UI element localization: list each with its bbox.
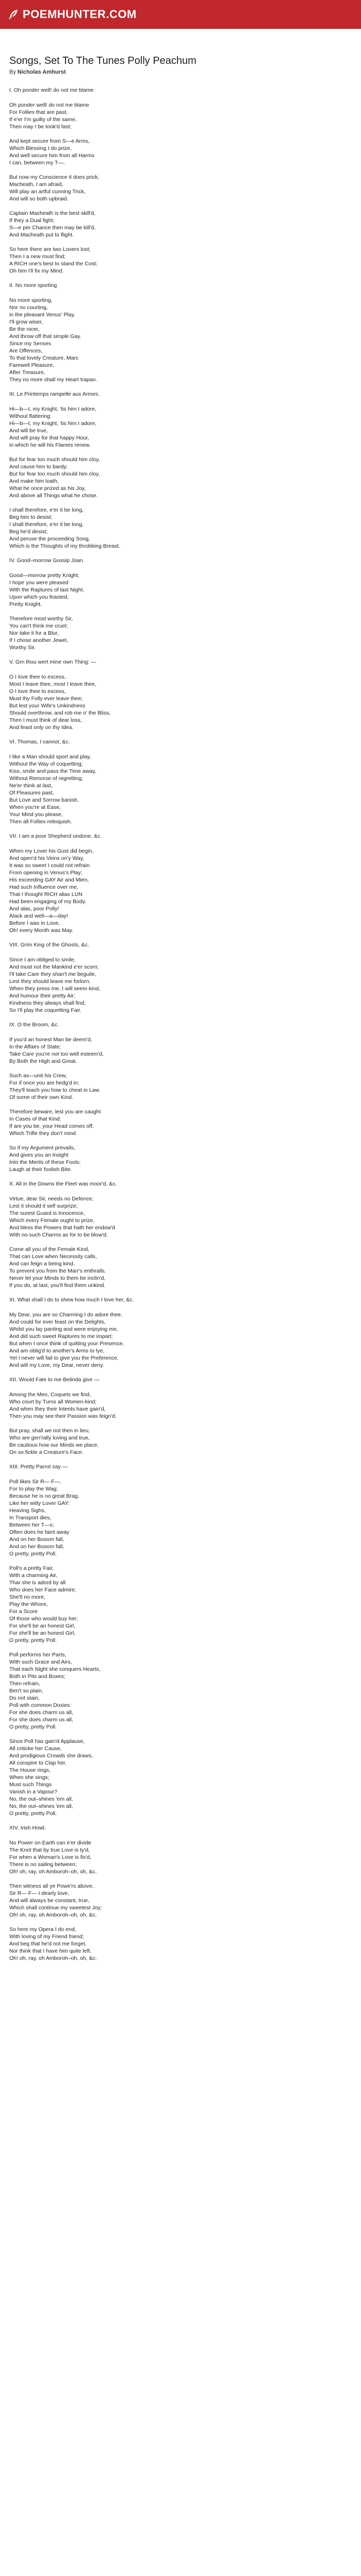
section-heading: X. All in the Downs the Fleet was moor'd, &c.	[9, 1181, 117, 1187]
poem-line: After Treasure,	[9, 369, 45, 376]
poem-line: But pray, shall we not then in lieu,	[9, 1428, 90, 1434]
stanza	[9, 1651, 352, 1731]
poem-section	[9, 282, 352, 383]
poem-line: Should overthrow, and rob me o' the Bliss,	[9, 710, 111, 716]
poem-line: So I'll play the coquetting Fair.	[9, 1007, 81, 1013]
stanza	[9, 1144, 352, 1173]
poem-body	[9, 87, 352, 1962]
poem-line: Nor no courting,	[9, 304, 48, 311]
poem-line: Lest they should leave me forlorn.	[9, 978, 91, 985]
poem-line: With a charming Air,	[9, 1572, 58, 1579]
feather-icon	[7, 8, 20, 21]
poem-line: Beg him to desist;	[9, 514, 53, 520]
poem-line: Pretty Knight.	[9, 601, 42, 607]
poem-line: When she sings;	[9, 1774, 50, 1781]
section-heading: IV. Good–morrow Gossip Joan.	[9, 557, 85, 564]
stanza	[9, 1427, 352, 1456]
poem-line: No, the out–shines 'em all,	[9, 1803, 73, 1809]
poem-line: For she'll be an honest Girl,	[9, 1630, 76, 1636]
poem-section	[9, 1021, 352, 1173]
poem-line: They'll teach you how to cheat in Law.	[9, 1087, 101, 1093]
poem-line: And am oblig'd to another's Arms to lye,	[9, 1348, 105, 1354]
poem-line: If I chose another Jewel,	[9, 637, 68, 643]
poem-line: in which he will his Flames renew.	[9, 442, 91, 448]
poem-line: That I thought RICH alias LUN	[9, 891, 83, 897]
section-heading: IX. O the Broom, &c.	[9, 1022, 59, 1028]
poem-line: And bless the Powers that hath her endow'd	[9, 1225, 116, 1231]
stanza	[9, 1246, 352, 1289]
poem-line: And throw off that simple Gay.	[9, 333, 81, 340]
stanza	[9, 1565, 352, 1644]
poem-line: Lest it should it self surprize;	[9, 1203, 78, 1209]
poem-line: What he once prized as his Joy,	[9, 485, 86, 492]
poem-line: Poll likes Sir R— F—,	[9, 1479, 61, 1485]
poem-line: Between her T—s;	[9, 1522, 54, 1528]
section-heading: XII. Would Fate to me Belinda give —	[9, 1377, 100, 1383]
poem-line: And make him loath,	[9, 478, 59, 484]
poem-line: And cause him to bardy;	[9, 464, 68, 470]
section-heading: XIV. Irish Howl.	[9, 1825, 46, 1831]
poem-line: Ne'er think at last,	[9, 783, 53, 789]
poem-line: When my Lover his Gust did begin,	[9, 848, 94, 854]
poem-line: Who does her Face admire;	[9, 1587, 76, 1593]
poem-line: Alack and well—a—day!	[9, 913, 68, 919]
poem-line: In Cases of that Kind:	[9, 1116, 61, 1122]
poem-line: Heaving Sighs,	[9, 1507, 46, 1514]
poem-line: The House rings,	[9, 1767, 51, 1773]
poem-line: Be cautious how our Minds we place,	[9, 1442, 99, 1448]
poem-line: But when I once think of quitting your Presence,	[9, 1341, 124, 1347]
stanza	[9, 1195, 352, 1239]
poem-line: I like a Man should sport and play,	[9, 754, 91, 760]
poem-line: And will my Love, my Dear, never deny.	[9, 1362, 104, 1368]
poem-line: For when a Woman's Love is fix'd,	[9, 1854, 92, 1860]
poem-line: You can't think me cruel;	[9, 623, 68, 629]
stanza	[9, 1036, 352, 1065]
stanza	[9, 1839, 352, 1875]
section-heading: III. Le Printemps rampelle aux Armes.	[9, 391, 100, 397]
poem-line: When you're at Ease,	[9, 804, 61, 810]
poem-line: If you'd an honest Man be deem'd,	[9, 1037, 92, 1043]
poem-line: For to play the Wag;	[9, 1486, 58, 1492]
poem-line: O I love thee to excess,	[9, 688, 66, 694]
stanza	[9, 405, 352, 449]
poem-line: Therefore beware, lest you are caught	[9, 1109, 101, 1115]
poem-line: For if once you are hedg'd in;	[9, 1080, 79, 1086]
poem-section	[9, 1376, 352, 1456]
poem-line: I'll grow wiser,	[9, 319, 43, 325]
poem-section	[9, 1463, 352, 1817]
poem-line: And will so both upbraid.	[9, 196, 69, 202]
poem-line: And on her Bosom fall,	[9, 1536, 64, 1543]
stanza	[9, 174, 352, 202]
poem-line: Hi—b—t, my Knight, 'tis him I adore,	[9, 420, 96, 427]
author-name[interactable]: Nicholas Amhurst	[17, 69, 66, 75]
poem-line: A RICH one's best to stand the Cost;	[9, 261, 97, 267]
stanza	[9, 673, 352, 731]
poem-line: Such as—unit his Crew,	[9, 1073, 67, 1079]
poem-line: And must not the Mankind e'er scorn;	[9, 964, 99, 970]
poem-section	[9, 87, 352, 275]
poem-line: I hope you were pleased	[9, 580, 69, 586]
stanza	[9, 297, 352, 383]
poem-line: Beg he'd desist;	[9, 529, 48, 535]
poem-line: O I love thee to excess,	[9, 674, 66, 680]
poem-line: All criticke her Cause,	[9, 1745, 62, 1752]
poem-line: Will play an artful cunning Trick,	[9, 189, 86, 195]
poem-line: Since Poll has gain'd Applause,	[9, 1738, 85, 1744]
poem-line: So if my Argument prevails,	[9, 1145, 75, 1151]
poem-section	[9, 833, 352, 934]
section-heading: I. Oh ponder well! do not me blame	[9, 87, 94, 93]
poem-line: I'll take Care they shan't me beguile,	[9, 971, 96, 977]
poem-line: There is no sailing between;	[9, 1861, 77, 1868]
poem-line: Then all Follies relinquish.	[9, 819, 72, 825]
poem-line: And gives you an Insight	[9, 1152, 69, 1158]
section-heading: VI. Thomas, I cannot, &c.	[9, 739, 70, 745]
poem-line: Poll performs her Parts,	[9, 1652, 67, 1658]
poem-line: With such Grace and Airs,	[9, 1659, 72, 1665]
poem-line: No, the out–shines 'em all,	[9, 1796, 73, 1802]
poem-line: Which shall continue my sweetest Joy;	[9, 1905, 102, 1911]
poem-line: Which Blessing I do prize,	[9, 145, 72, 151]
poem-line: Take Care you're not too well esteem'd,	[9, 1051, 104, 1057]
stanza	[9, 1108, 352, 1137]
poem-line: She'll no more,	[9, 1594, 45, 1600]
poem-line: That can Love when Necessity calls,	[9, 1253, 97, 1260]
poem-line: Poll's a pretty Fair,	[9, 1565, 54, 1571]
poem-line: Do not stain,	[9, 1695, 40, 1701]
poem-line: And beg that he'd not me forget,	[9, 1941, 87, 1947]
stanza	[9, 1478, 352, 1557]
poem-line: Most I leave thee, most I leave thee,	[9, 681, 96, 687]
poem-line: And did such sweet Raptures to me impart;	[9, 1333, 113, 1340]
poem-title: Songs, Set To The Tunes Polly Peachum	[9, 55, 196, 66]
poem-line: Thar she is adord by all	[9, 1580, 66, 1586]
poem-line: Oh! oh, ray, oh Amboroh–oh, oh, &c.	[9, 1912, 97, 1918]
poem-line: Without Remorse of regretting;	[9, 775, 83, 782]
poem-line: They no more shall my Heart trapan.	[9, 377, 97, 383]
poem-line: Oh ponder well! do not me blame	[9, 102, 89, 108]
poem-line: Then may I be took'd fast;	[9, 124, 72, 130]
poem-line: And when they their Intents have gain'd,	[9, 1406, 106, 1412]
poem-line: Yet I never will fail to give you the Preference,	[9, 1355, 119, 1361]
poem-line: Before I was in Love,	[9, 920, 60, 926]
poem-line: And will pray for that happy Hour,	[9, 435, 89, 441]
poem-line: Who are gen'rally loving and true,	[9, 1435, 90, 1441]
poem-line: Worthy Sir.	[9, 645, 36, 651]
poem-line: With the Raptures of last Night,	[9, 587, 85, 593]
poem-line: Of those who would buy her;	[9, 1616, 78, 1622]
poem-line: Are Offences,	[9, 348, 43, 354]
poem-line: To that lovely Creature, Marc	[9, 355, 79, 361]
poem-line: If you do, at last, you'll find them unkind.	[9, 1282, 106, 1289]
stanza	[9, 572, 352, 608]
stanza	[9, 210, 352, 239]
stanza	[9, 1738, 352, 1817]
poem-line: Which is the Thoughts of my throbbing Breast.	[9, 543, 121, 549]
poem-line: But lest your Wife's Unkindness	[9, 703, 86, 709]
poem-line: Good—morrow pretty Knight,	[9, 572, 79, 579]
poem-line: No more sporting,	[9, 297, 53, 303]
poem-line: Both in Pits and Boxes;	[9, 1673, 65, 1680]
poem-line: Since I am obliged to smile,	[9, 957, 76, 963]
poem-line: Come all you of the Female Kind,	[9, 1246, 90, 1252]
poem-line: Hi—b—t, my Knight, 'tis him I adore,	[9, 406, 96, 412]
poem-line: The surest Guard is Innocence,	[9, 1210, 85, 1216]
site-logo[interactable]	[7, 8, 137, 21]
poem-line: The Knot that by true Love is ty'd,	[9, 1847, 90, 1853]
stanza	[9, 848, 352, 934]
poem-line: Nor think that I have him quite left.	[9, 1948, 92, 1954]
poem-line: It was so sweet I could not refrain	[9, 862, 90, 869]
poem-line: O pretty, pretty Poll.	[9, 1724, 57, 1730]
section-heading: V. Grn thou wert mine own Thing: —	[9, 659, 96, 665]
poem-line: Sir R— F— I dearly love,	[9, 1890, 70, 1896]
poem-line: Then I must think of dear loss,	[9, 717, 82, 723]
poem-line: Of Pleasures past,	[9, 790, 54, 796]
poem-line: Macheath, I am afraid,	[9, 181, 63, 188]
stanza	[9, 506, 352, 550]
poem-line: And could for ever feast on the Delights,	[9, 1319, 106, 1325]
poem-line: So here my Opera I do end,	[9, 1926, 76, 1933]
poem-line: Who court by Turns all Women-kind;	[9, 1399, 97, 1405]
section-heading: XI. What shall I do to shew how much I love her, &c.	[9, 1297, 134, 1303]
poem-section	[9, 738, 352, 825]
poem-line: Which every Female ought to prize,	[9, 1217, 95, 1224]
poem-line: From opening in Venus's Play;	[9, 870, 83, 876]
poem-line: Had been engaging of my Body.	[9, 899, 87, 905]
poem-line: With loving of my Friend friend;	[9, 1934, 84, 1940]
poem-line: Without the Way of coquetting;	[9, 761, 83, 767]
poem-section	[9, 1180, 352, 1289]
poem-line: Play the Whore,	[9, 1601, 48, 1607]
poem-line: His exceeding GAY Air and Mien,	[9, 877, 89, 883]
poem-line: In Transport dies,	[9, 1515, 52, 1521]
poem-line: Your Mind you please,	[9, 811, 63, 818]
poem-line: By Both the High and Great.	[9, 1058, 77, 1064]
poem-line: My Dear, you are so Charming I do adore thee,	[9, 1312, 122, 1318]
poem-line: And Macheath put to flight.	[9, 232, 74, 238]
poem-line: On so fickle a Creature's Face.	[9, 1449, 84, 1455]
poem-line: And alas, poor Polly!	[9, 906, 59, 912]
poem-line: That each Night she conquers Hearts,	[9, 1666, 101, 1672]
poem-line: For a Score	[9, 1608, 38, 1615]
poem-line: For she'll be an honest Girl,	[9, 1623, 76, 1629]
stanza	[9, 956, 352, 1014]
poem-line: in the pleasant Venus' Play.	[9, 312, 75, 318]
stanza	[9, 1391, 352, 1420]
poem-line: But Love and Sorrow banish.	[9, 797, 79, 803]
poem-line: Without flattering:	[9, 413, 52, 419]
poem-line: And above all Things what he chose.	[9, 493, 98, 499]
poem-line: Poll with common Doxies:	[9, 1702, 72, 1708]
poem-line: For she does charm us all,	[9, 1717, 73, 1723]
stanza	[9, 1926, 352, 1962]
site-header	[0, 0, 361, 29]
poem-line: Virtue, dear Sir, needs no Defence,	[9, 1196, 94, 1202]
poem-section	[9, 1296, 352, 1369]
poem-line: But for fear too much should him cloy,	[9, 471, 100, 477]
poem-line: Nor take it for a Blur,	[9, 630, 59, 636]
poem-line: Then witness all ye Powe'rs above,	[9, 1883, 94, 1889]
poem-line: Which Trifle they don't mind.	[9, 1130, 77, 1137]
poem-line: Oh! every Month was May.	[9, 927, 74, 934]
main-content	[0, 29, 361, 2576]
poem-line: Be the nicer,	[9, 326, 40, 332]
poem-section	[9, 557, 352, 651]
section-heading: II. No more sporting	[9, 282, 57, 289]
poem-line: Because he is no great Brag,	[9, 1493, 79, 1499]
poem-line: Vanish in a Vapour?	[9, 1789, 58, 1795]
poem-section	[9, 941, 352, 1014]
section-heading: VII. I am a poor Shepherd undone, &c.	[9, 833, 102, 839]
poem-line: If are you be, your Head comes off,	[9, 1123, 94, 1129]
poem-line: Upon which you feasted,	[9, 594, 69, 600]
poem-line: Captain Macheath is the best skill'd,	[9, 210, 96, 216]
poem-line: Oh him I'll fix my Mind.	[9, 268, 64, 274]
poem-line: Kiss, smile and pass the Time away,	[9, 768, 96, 774]
poem-section	[9, 658, 352, 731]
poem-line: When they press me, I will seem kind,	[9, 986, 101, 992]
section-heading: VIII. Grim King of the Ghosts, &c.	[9, 942, 89, 948]
poem-line: Ben't so plain,	[9, 1688, 43, 1694]
poem-line: Like her witty Lover GAY:	[9, 1500, 70, 1506]
poem-line: And peruse the proceeding Song,	[9, 536, 90, 542]
poem-line: In the Affairs of State;	[9, 1044, 61, 1050]
poem-line: And humour their pretty Air;	[9, 993, 75, 999]
stanza	[9, 101, 352, 130]
stanza	[9, 246, 352, 275]
poem-line: I shall therefore, e'er it be long,	[9, 507, 84, 513]
poem-line: Whilst you lay panting and were enjoying me,	[9, 1326, 118, 1332]
poem-line: I can, between my T—.	[9, 160, 65, 166]
poem-line: Then refrain,	[9, 1681, 40, 1687]
stanza	[9, 1311, 352, 1369]
section-heading: XIII. Pretty Parrot say —	[9, 1464, 68, 1470]
poem-line: Oh! oh, ray, oh Amboroh–oh, oh, &c.	[9, 1955, 97, 1961]
poem-line: Must thy Folly ever leave thee;	[9, 696, 83, 702]
poem-line: O pretty, pretty Poll.	[9, 1637, 57, 1643]
poem-line: Had such Influence over me,	[9, 884, 78, 890]
stanza	[9, 138, 352, 166]
poem-line: O pretty, pretty Poll.	[9, 1551, 57, 1557]
poem-line: Never let your Minds to them be inclin'd,	[9, 1275, 106, 1281]
poem-line: Farewell Pleasure,	[9, 362, 54, 368]
poem-line: To prevent you from the Marr's enthralls.	[9, 1268, 106, 1274]
poem-line: And will be true,	[9, 428, 48, 434]
by-label: By	[9, 69, 16, 75]
poem-line: And prodigious Crowds she draws,	[9, 1753, 93, 1759]
poem-line: Into the Merits of these Fools;	[9, 1159, 81, 1165]
poem-line: Oh! oh, ray, oh Amboroh–oh, oh, &c.	[9, 1869, 97, 1875]
poem-line: But for fear too much should him cloy,	[9, 456, 100, 463]
stanza	[9, 1072, 352, 1101]
poem-line: And open'd his Veins on'y Way,	[9, 855, 85, 861]
poem-line: And well secure him from all Harms	[9, 152, 95, 159]
poem-line: And on her Bosom fall,	[9, 1544, 64, 1550]
poem-section	[9, 391, 352, 550]
poem-line: Often does he faint away	[9, 1529, 70, 1535]
poem-section	[9, 1824, 352, 1962]
poem-line: Then you may see their Passion was feign'd.	[9, 1413, 117, 1419]
poem-line: All conspire to Clap her.	[9, 1760, 67, 1766]
poem-line: And will always be constant, true,	[9, 1897, 90, 1904]
stanza	[9, 615, 352, 651]
poem-line: And feast only on thy Idea.	[9, 724, 74, 731]
poem-line: With no such Charms as for to be blow'd.	[9, 1232, 108, 1238]
poem-line: Therefore most worthy Sir,	[9, 616, 73, 622]
poem-line: Must such Things	[9, 1782, 52, 1788]
poem-line: Since my Senses	[9, 341, 52, 347]
poem-line: I shall therefore, e'er it be long,	[9, 521, 84, 528]
stanza	[9, 1883, 352, 1919]
poem-line: If e'er I'm guilty of the same,	[9, 116, 77, 123]
poem-line: Kindness they always shall find,	[9, 1000, 86, 1006]
poem-byline	[9, 69, 352, 75]
poem-line: S—e per Chance then may be kill'd,	[9, 225, 96, 231]
poem-line: And can feign a being kind,	[9, 1261, 75, 1267]
logo-text: POEMHUNTER.COM	[23, 8, 137, 21]
poem-line: So here there are two Lovers lost;	[9, 246, 91, 252]
poem-line: For she does charm us all,	[9, 1709, 73, 1716]
poem-line: But now my Conscience it does prick,	[9, 174, 100, 180]
stanza	[9, 456, 352, 499]
poem-line: Among the Men, Coquets we find,	[9, 1392, 91, 1398]
poem-line: If they a Dual fight;	[9, 217, 55, 224]
poem-line: For Follies that are past,	[9, 109, 68, 115]
stanza	[9, 753, 352, 825]
poem-line: Laugh at their foolish Bite.	[9, 1166, 72, 1173]
poem-line: Then I a new must find;	[9, 253, 66, 260]
poem-line: Of some of their own Kind.	[9, 1094, 73, 1100]
poem-line: No Power on Earth can e'er divide	[9, 1840, 92, 1846]
poem-line: O pretty, pretty Poll.	[9, 1810, 57, 1817]
poem-line: And kept secure from S—e Arms,	[9, 138, 90, 144]
